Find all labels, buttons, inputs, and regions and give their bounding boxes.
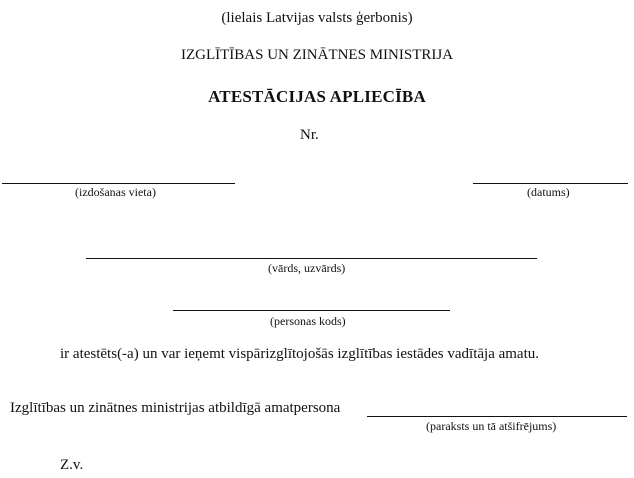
certification-statement: ir atestēts(-a) un var ieņemt vispārizglītojošās izglītības iestādes vadītāja amatu. bbox=[60, 346, 540, 362]
signature-line bbox=[367, 416, 627, 417]
signature-caption: (paraksts un tā atšifrējums) bbox=[426, 419, 557, 433]
number-label: Nr. bbox=[300, 127, 319, 143]
date-caption: (datums) bbox=[527, 185, 570, 199]
name-line bbox=[86, 258, 537, 259]
official-label: Izglītības un zinātnes ministrijas atbildīgā amatpersona bbox=[10, 400, 341, 416]
coat-of-arms-note: (lielais Latvijas valsts ģerbonis) bbox=[221, 10, 413, 26]
name-caption: (vārds, uzvārds) bbox=[268, 261, 346, 275]
document-title: ATESTĀCIJAS APLIECĪBA bbox=[208, 87, 426, 106]
personal-code-line bbox=[173, 310, 450, 311]
issue-place-line bbox=[2, 183, 235, 184]
personal-code-caption: (personas kods) bbox=[270, 314, 346, 328]
seal-label: Z.v. bbox=[60, 457, 84, 473]
ministry-name: IZGLĪTĪBAS UN ZINĀTNES MINISTRIJA bbox=[180, 47, 454, 63]
issue-place-caption: (izdošanas vieta) bbox=[75, 185, 156, 199]
date-line bbox=[473, 183, 628, 184]
